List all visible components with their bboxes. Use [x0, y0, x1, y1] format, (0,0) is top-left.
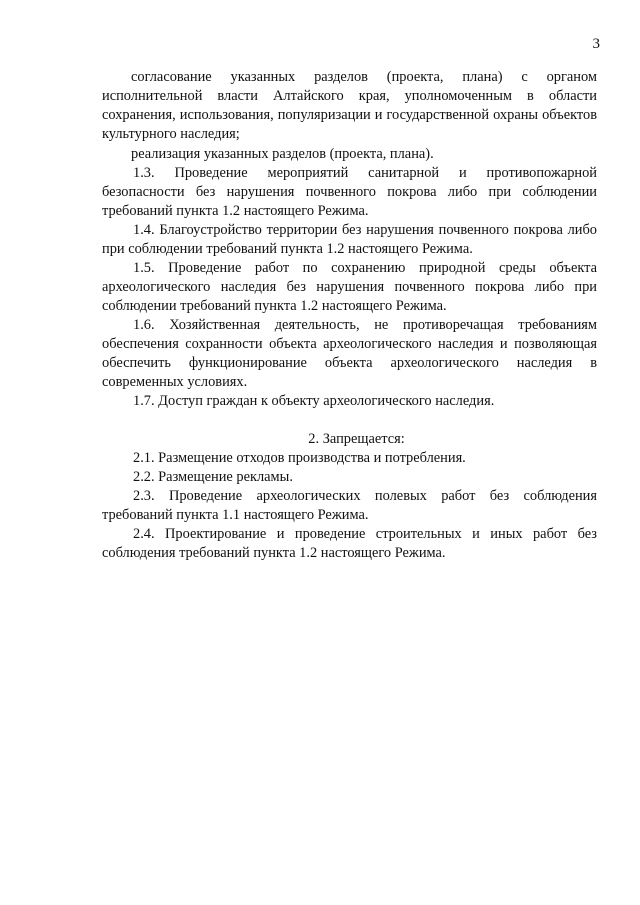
page-number: 3: [592, 36, 600, 52]
section-heading-prohibited: 2. Запрещается:: [308, 431, 405, 447]
paragraph-2-2: 2.2. Размещение рекламы.: [133, 469, 293, 485]
paragraph-1-6: 1.6. Хозяйственная деятельность, не противоречащая требованиям обеспечения сохранности объекта археологического наследия и позволяющая обеспечить функционирование объекта археологического наследия в современных условиях.: [102, 317, 597, 390]
paragraph-2-3: 2.3. Проведение археологических полевых работ без соблюдения требований пункта 1.1 настоящего Режима.: [102, 488, 597, 523]
paragraph-implementation: реализация указанных разделов (проекта, плана).: [131, 146, 434, 162]
paragraph-2-1: 2.1. Размещение отходов производства и потребления.: [133, 450, 466, 466]
paragraph-1-5: 1.5. Проведение работ по сохранению природной среды объекта археологического наследия без нарушения почвенного покрова либо при соблюдении требований пункта 1.2 настоящего Режима.: [102, 260, 597, 314]
paragraph-2-4: 2.4. Проектирование и проведение строительных и иных работ без соблюдения требований пункта 1.2 настоящего Режима.: [102, 526, 597, 561]
paragraph-approval: согласование указанных разделов (проекта, плана) с органом исполнительной власти Алтайского края, уполномоченным в области сохранения, использования, популяризации и государственной охраны объектов культурного наследия;: [102, 69, 597, 142]
document-body: [102, 68, 597, 563]
paragraph-1-7: 1.7. Доступ граждан к объекту археологического наследия.: [133, 393, 495, 409]
paragraph-1-4: 1.4. Благоустройство территории без нарушения почвенного покрова либо при соблюдении требований пункта 1.2 настоящего Режима.: [102, 222, 597, 257]
paragraph-1-3: 1.3. Проведение мероприятий санитарной и противопожарной безопасности без нарушения почвенного покрова либо при соблюдении требований пункта 1.2 настоящего Режима.: [102, 165, 597, 219]
